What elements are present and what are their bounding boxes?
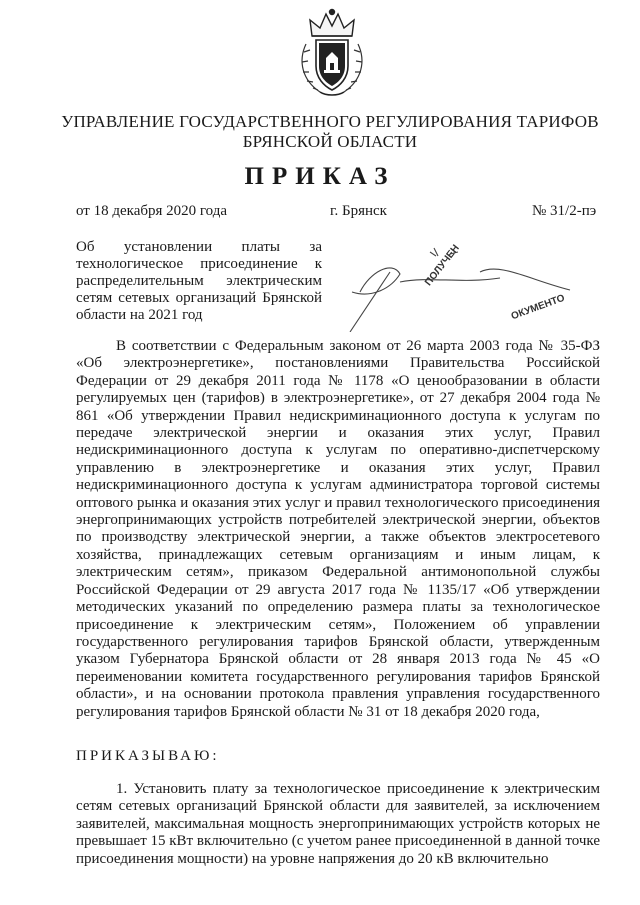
- order-heading: ПРИКАЗЫВАЮ:: [76, 748, 220, 764]
- order-item-text: 1. Установить плату за технологическое присоединение к электрическим сетям сетевых организаций Брянской области для заявителей, за исключением заявителей, максимальная мощность энергопринимающих устройств которых не превышает 15 кВт включительно (с учетом ранее присоединенной в данной точке присоединения мощности) на уровне напряжения до 20 кВ включительно: [76, 781, 600, 867]
- handwritten-signature-mark: [330, 232, 620, 332]
- document-city: г. Брянск: [330, 203, 387, 219]
- subject-line: сетям сетевых организаций Брянской: [76, 290, 322, 306]
- document-subject: [76, 239, 322, 324]
- coat-of-arms-emblem: [296, 6, 368, 98]
- agency-line-2: БРЯНСКОЙ ОБЛАСТИ: [242, 132, 418, 151]
- document-number: № 31/2-пэ: [532, 203, 597, 219]
- document-date: от 18 декабря 2020 года: [76, 203, 228, 219]
- preamble-text: В соответствии с Федеральным законом от 26 марта 2003 года № 35-ФЗ «Об электроэнергетике», постановлениями Правительства Российской Федерации от 29 декабря 2011 года № 1178 «О ценообразовании в области регулируемых цен (тарифов) в электроэнергетике», от 27 декабря 2004 года № 861 «Об утверждении Правил недискриминационного доступа к услугам по передаче электрической энергии и оказания этих услуг, Правил недискриминационного доступа к услугам по оперативно-диспетчерскому управлению в электроэнергетике и оказания этих услуг, Правил недискриминационного доступа к услугам администратора торговой системы оптового рынка и оказания этих услуг и правил технологического присоединения энергопринимающих устройств потребителей электрической энергии, объектов по производству электрической энергии, а также объектов электросетевого хозяйства, принадлежащих сетевым организациям и иным лицам, к электрическим сетям», приказом Федеральной антимонопольной службы Российской Федерации от 29 августа 2017 года № 1135/17 «Об утверждении методических указаний по определению размера платы за технологическое присоединение к электрическим сетям», Положением об управлении государственного регулирования тарифов Брянской области, утвержденным указом Губернатора Брянской области от 28 января 2013 года № 45 «О переименовании комитета государственного регулирования тарифов Брянской области», и на основании протокола правления управления государственного регулирования тарифов Брянской области № 31 от 18 декабря 2020 года,: [76, 338, 600, 720]
- stamp-text: ПОЛУЧЕН: [423, 242, 462, 289]
- stamp-text: ОКУМЕНТО: [509, 292, 567, 323]
- order-item-1: [76, 781, 600, 868]
- document-type-title: ПРИКАЗ: [244, 163, 396, 190]
- preamble-paragraph: [76, 338, 600, 721]
- subject-line: технологическое присоединение к: [76, 256, 322, 272]
- subject-line: Об установлении платы за: [76, 239, 322, 255]
- agency-name: [60, 112, 600, 152]
- receipt-stamp: [330, 232, 620, 332]
- subject-line: распределительным электрическим: [76, 273, 322, 289]
- agency-line-1: УПРАВЛЕНИЕ ГОСУДАРСТВЕННОГО РЕГУЛИРОВАНИЯ ТАРИФОВ: [61, 112, 599, 131]
- subject-line: области на 2021 год: [76, 307, 203, 323]
